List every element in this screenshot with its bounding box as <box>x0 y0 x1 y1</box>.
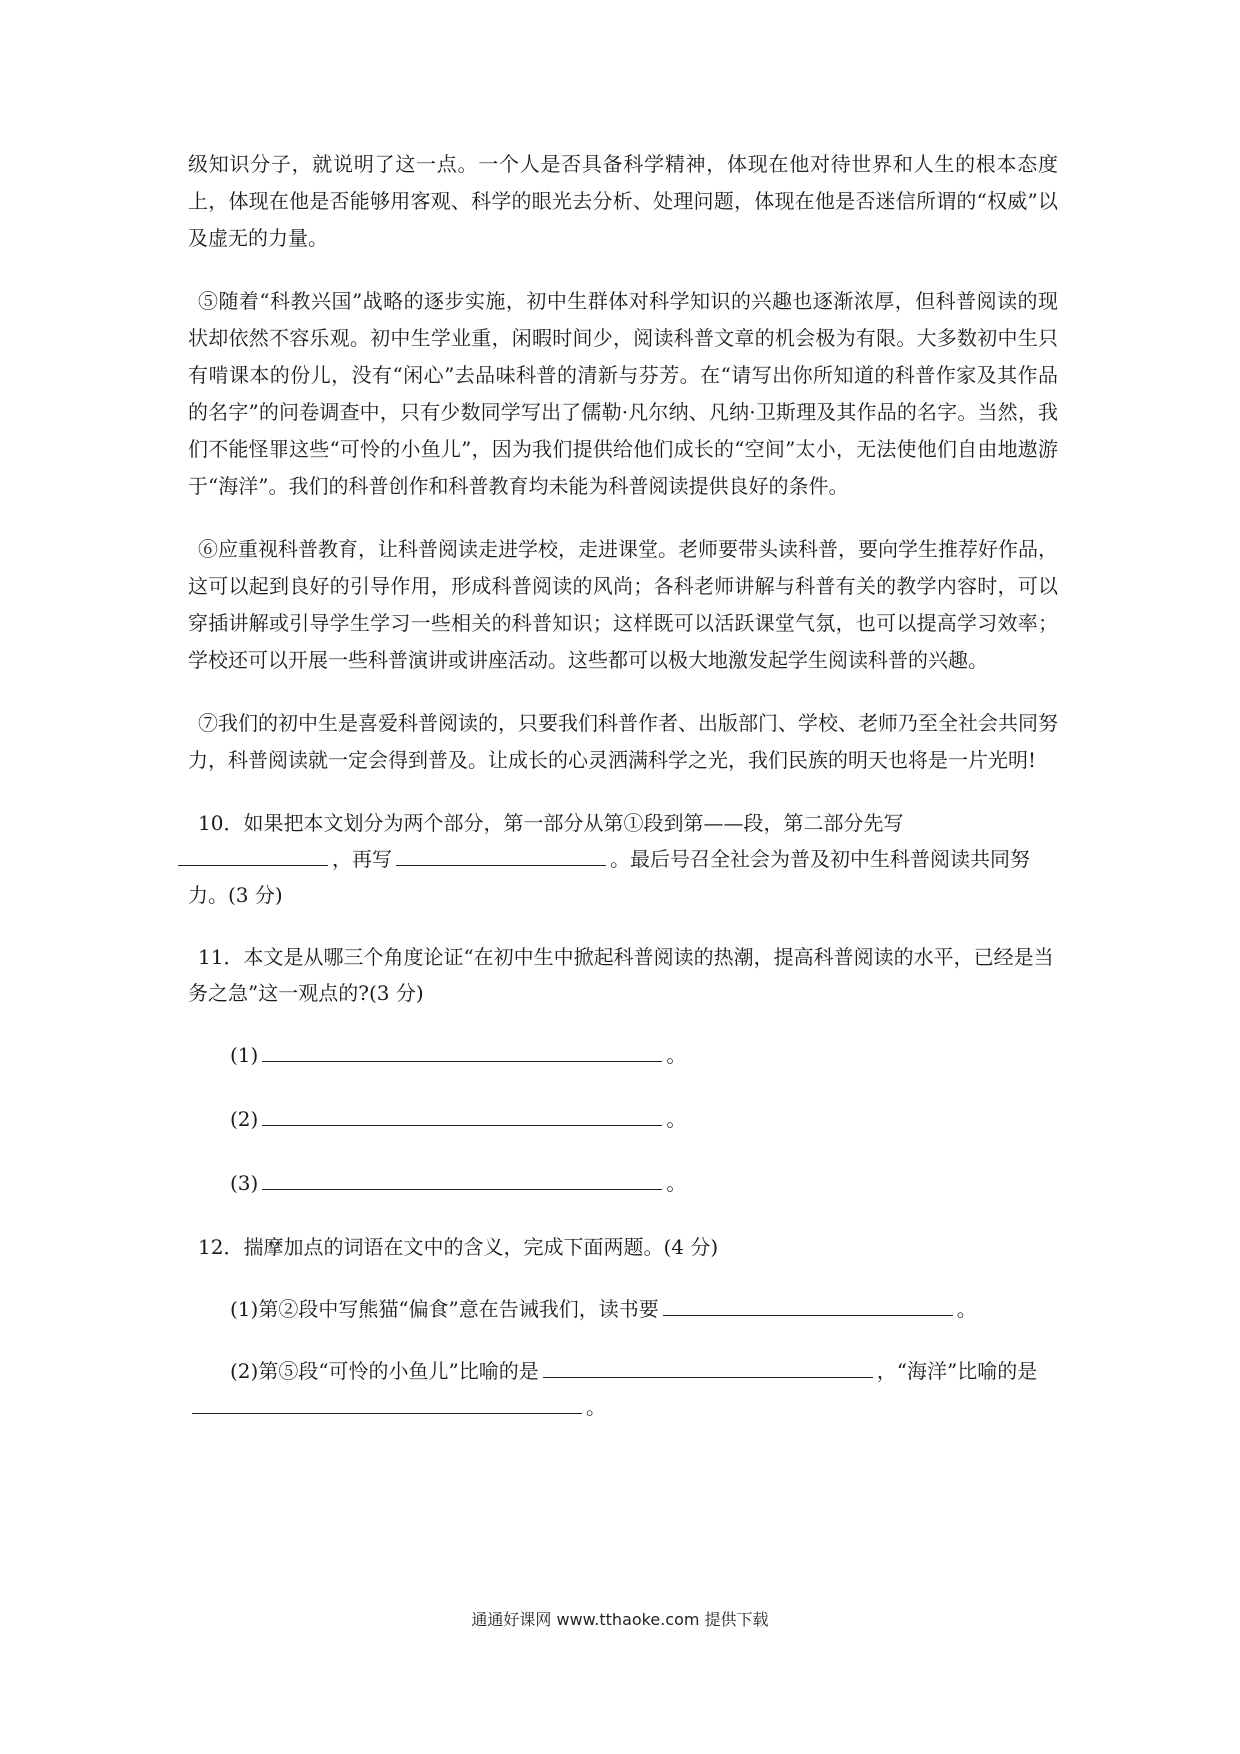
answer-blank-11-2[interactable] <box>262 1103 662 1126</box>
paragraph-4-continued: 级知识分子，就说明了这一点。一个人是否具备科学精神，体现在他对待世界和人生的根本态度上，体现在他是否能够用客观、科学的眼光去分析、处理问题，体现在他是否迷信所谓的“权威”以及虚无的力量。 <box>188 152 1058 250</box>
question-11-text: 11．本文是从哪三个角度论证“在初中生中掀起科普阅读的热潮，提高科普阅读的水平，已经是当务之急”这一观点的?(3 分) <box>188 945 1054 1005</box>
question-11 <box>188 939 1058 1011</box>
item-number: (3) <box>230 1171 259 1195</box>
question-11-item-1 <box>188 1037 1058 1073</box>
question-12-text: 12．揣摩加点的词语在文中的含义，完成下面两题。(4 分) <box>198 1235 719 1259</box>
question-12-sub-2-text: (2)第⑤段“可怜的小鱼儿”比喻的是 <box>230 1359 539 1383</box>
question-11-item-2 <box>188 1101 1058 1137</box>
paragraph-6: ⑥应重视科普教育，让科普阅读走进学校，走进课堂。老师要带头读科普，要向学生推荐好作品，这可以起到良好的引导作用，形成科普阅读的风尚；各科老师讲解与科普有关的教学内容时，可以穿插讲解或引导学生学习一些相关的科普知识；这样既可以活跃课堂气氛，也可以提高学习效率；学校还可以开展一些科普演讲或讲座活动。这些都可以极大地激发起学生阅读科普的兴趣。 <box>188 537 1058 672</box>
answer-blank-10a[interactable] <box>178 843 328 866</box>
page-footer: 通通好课网 www.tthaoke.com 提供下载 <box>471 1610 769 1629</box>
item-end: 。 <box>666 1107 687 1131</box>
answer-blank-12-2b[interactable] <box>192 1391 582 1414</box>
question-12 <box>188 1229 1058 1265</box>
answer-blank-10b[interactable] <box>396 843 606 866</box>
item-end: 。 <box>666 1171 687 1195</box>
item-number: (2) <box>230 1107 259 1131</box>
paragraph-7: ⑦我们的初中生是喜爱科普阅读的，只要我们科普作者、出版部门、学校、老师乃至全社会共同努力，科普阅读就一定会得到普及。让成长的心灵洒满科学之光，我们民族的明天也将是一片光明! <box>188 711 1058 772</box>
item-number: (1) <box>230 1043 259 1067</box>
question-10-text-a: 10．如果把本文划分为两个部分，第一部分从第①段到第——段，第二部分先写 <box>198 811 904 835</box>
question-10-text-b: ，再写 <box>332 847 392 871</box>
question-12-sub-1-text: (1)第②段中写熊猫“偏食”意在告诫我们，读书要 <box>230 1297 659 1321</box>
question-12-sub-2-mid: ，“海洋”比喻的是 <box>876 1359 1038 1383</box>
question-12-sub-2 <box>188 1353 1058 1425</box>
question-12-sub-1 <box>188 1291 1058 1327</box>
document-body <box>188 146 1058 1451</box>
question-10-text-c: 。最后号召全社会为普及初中生科普阅读共同努力。(3 分) <box>188 847 1030 907</box>
answer-blank-11-3[interactable] <box>262 1167 662 1190</box>
question-12-sub-2-end: 。 <box>586 1395 606 1419</box>
question-12-sub-1-end: 。 <box>956 1297 977 1321</box>
paragraph-5: ⑤随着“科教兴国”战略的逐步实施，初中生群体对科学知识的兴趣也逐渐浓厚，但科普阅读的现状却依然不容乐观。初中生学业重，闲暇时间少，阅读科普文章的机会极为有限。大多数初中生只有啃课本的份儿，没有“闲心”去品味科普的清新与芬芳。在“请写出你所知道的科普作家及其作品的名字”的问卷调查中，只有少数同学写出了儒勒·凡尔纳、凡纳·卫斯理及其作品的名字。当然，我们不能怪罪这些“可怜的小鱼儿”，因为我们提供给他们成长的“空间”太小，无法使他们自由地遨游于“海洋”。我们的科普创作和科普教育均未能为科普阅读提供良好的条件。 <box>188 289 1058 498</box>
answer-blank-12-1[interactable] <box>663 1293 953 1316</box>
question-11-item-3 <box>188 1165 1058 1201</box>
answer-blank-12-2a[interactable] <box>543 1355 873 1378</box>
item-end: 。 <box>666 1043 687 1067</box>
question-10 <box>188 805 1058 913</box>
answer-blank-11-1[interactable] <box>262 1039 662 1062</box>
